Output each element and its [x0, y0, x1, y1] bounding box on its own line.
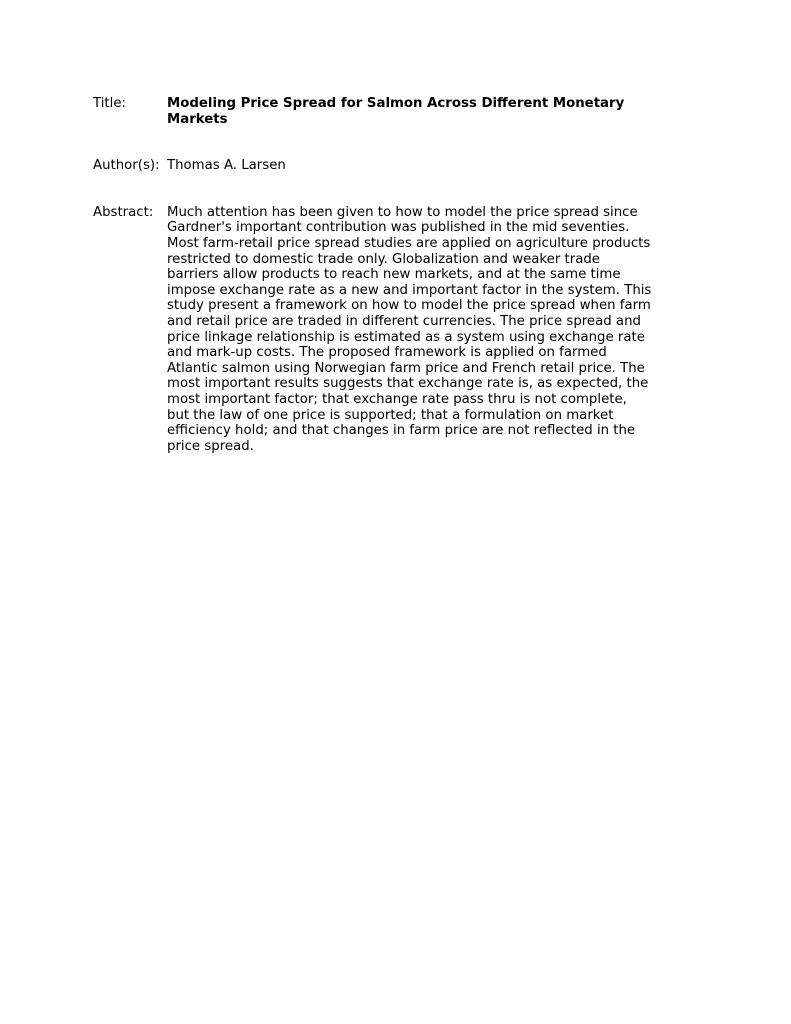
title-row: [93, 96, 653, 127]
authors-value: Thomas A. Larsen: [167, 158, 286, 174]
abstract-label: Abstract:: [93, 204, 154, 220]
title-value: Modeling Price Spread for Salmon Across Different Monetary Markets: [167, 96, 625, 127]
authors-label: Author(s):: [93, 158, 160, 174]
authors-row: [93, 158, 653, 174]
abstract-row: [93, 205, 653, 455]
document-record: [93, 96, 653, 454]
abstract-text: Much attention has been given to how to model the price spread since Gardner's important contribution was published in the mid seventies. Most farm-retail price spread studies are applied on agriculture products restricted to domestic trade only. Globalization and weaker trade barriers allow products to reach new markets, and at the same time impose exchange rate as a new and important factor in the system. This study present a framework on how to model the price spread when farm and retail price are traded in different currencies. The price spread and price linkage relationship is estimated as a system using exchange rate and mark-up costs. The proposed framework is applied on farmed Atlantic salmon using Norwegian farm price and French retail price. The most important results suggests that exchange rate is, as expected, the most important factor; that exchange rate pass thru is not complete, but the law of one price is supported; that a formulation on market efficiency hold; and that changes in farm price are not reflected in the price spread.: [167, 204, 652, 454]
title-label: Title:: [93, 96, 126, 111]
